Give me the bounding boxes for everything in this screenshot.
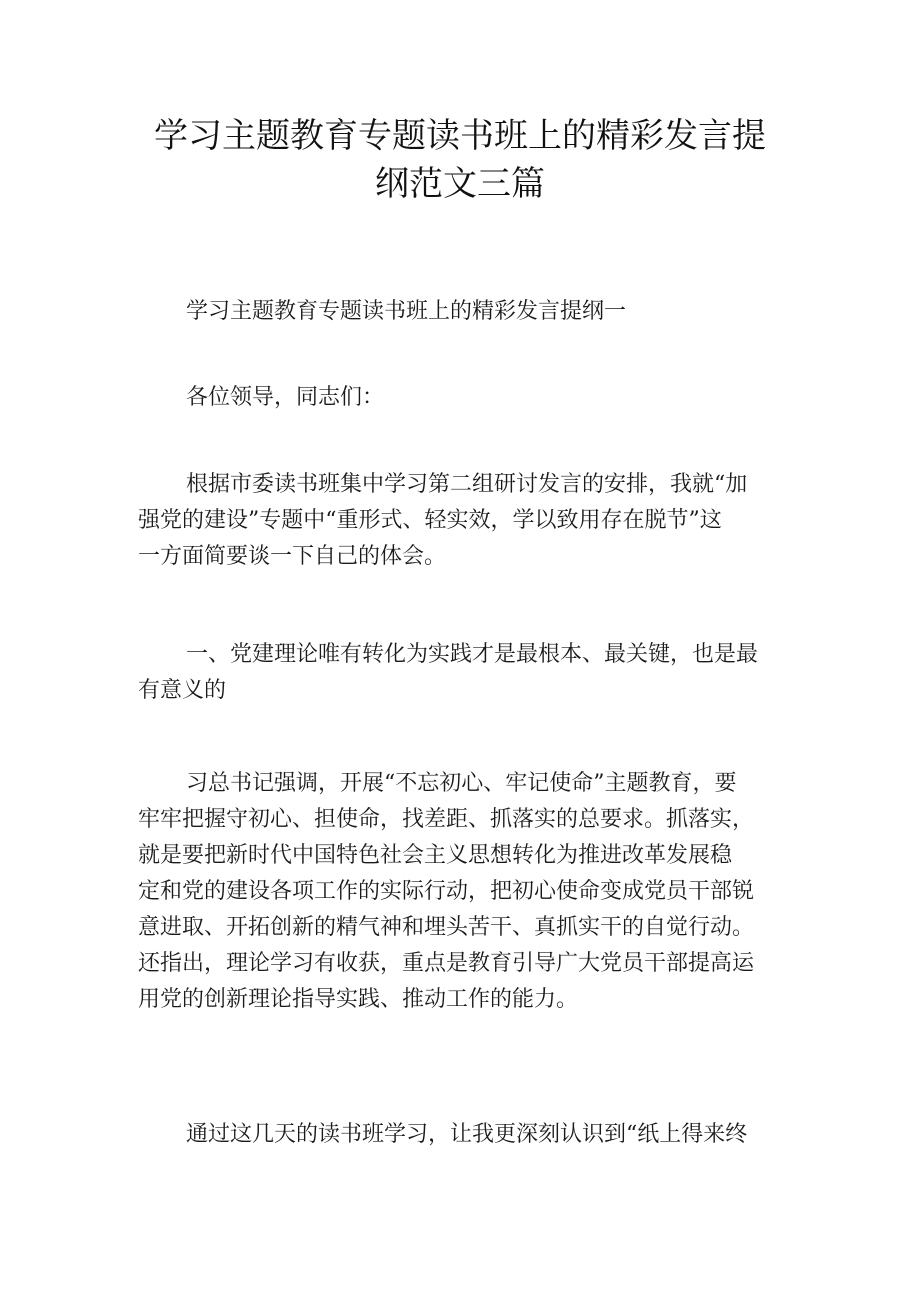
paragraph-line: 用党的创新理论指导实践、推动工作的能力。: [138, 987, 579, 1012]
greeting-text: 各位领导，同志们：: [186, 385, 385, 410]
subtitle-text: 学习主题教育专题读书班上的精彩发言提纲一: [186, 299, 627, 324]
paragraph-line: 意进取、开拓创新的精气神和埋头苦干、真抓实干的自觉行动。: [138, 915, 755, 940]
section-heading-one: [138, 637, 798, 709]
paragraph-line: 通过这几天的读书班学习，让我更深刻认识到“纸上得来终: [186, 1122, 748, 1147]
heading-line: 有意义的: [138, 678, 227, 703]
paragraph-body: [138, 766, 798, 1018]
paragraph-line: 就是要把新时代中国特色社会主义思想转化为推进改革发展稳: [138, 843, 733, 868]
greeting: [138, 380, 798, 416]
paragraph-line: 还指出，理论学习有收获，重点是教育引导广大党员干部提高运: [138, 951, 755, 976]
paragraph-line: 牢牢把握守初心、担使命，找差距、抓落实的总要求。抓落实，: [138, 807, 755, 832]
heading-line: 一、党建理论唯有转化为实践才是最根本、最关键，也是最: [186, 642, 759, 667]
title-line-2: 纲范文三篇: [375, 164, 545, 204]
paragraph-intro: [138, 467, 798, 575]
paragraph-closing: [138, 1117, 798, 1153]
paragraph-line: 定和党的建设各项工作的实际行动，把初心使命变成党员干部锐: [138, 879, 755, 904]
paragraph-line: 一方面简要谈一下自己的体会。: [138, 544, 447, 569]
title-line-1: 学习主题教育专题读书班上的精彩发言提: [154, 116, 766, 156]
paragraph-line: 根据市委读书班集中学习第二组研讨发言的安排，我就“加: [186, 472, 748, 497]
paragraph-line: 习总书记强调，开展“不忘初心、牢记使命”主题教育，要: [186, 771, 737, 796]
paragraph-line: 强党的建设”专题中“重形式、轻实效，学以致用存在脱节”这: [138, 508, 722, 533]
section-subtitle: [138, 294, 798, 330]
document-title: [0, 112, 920, 208]
